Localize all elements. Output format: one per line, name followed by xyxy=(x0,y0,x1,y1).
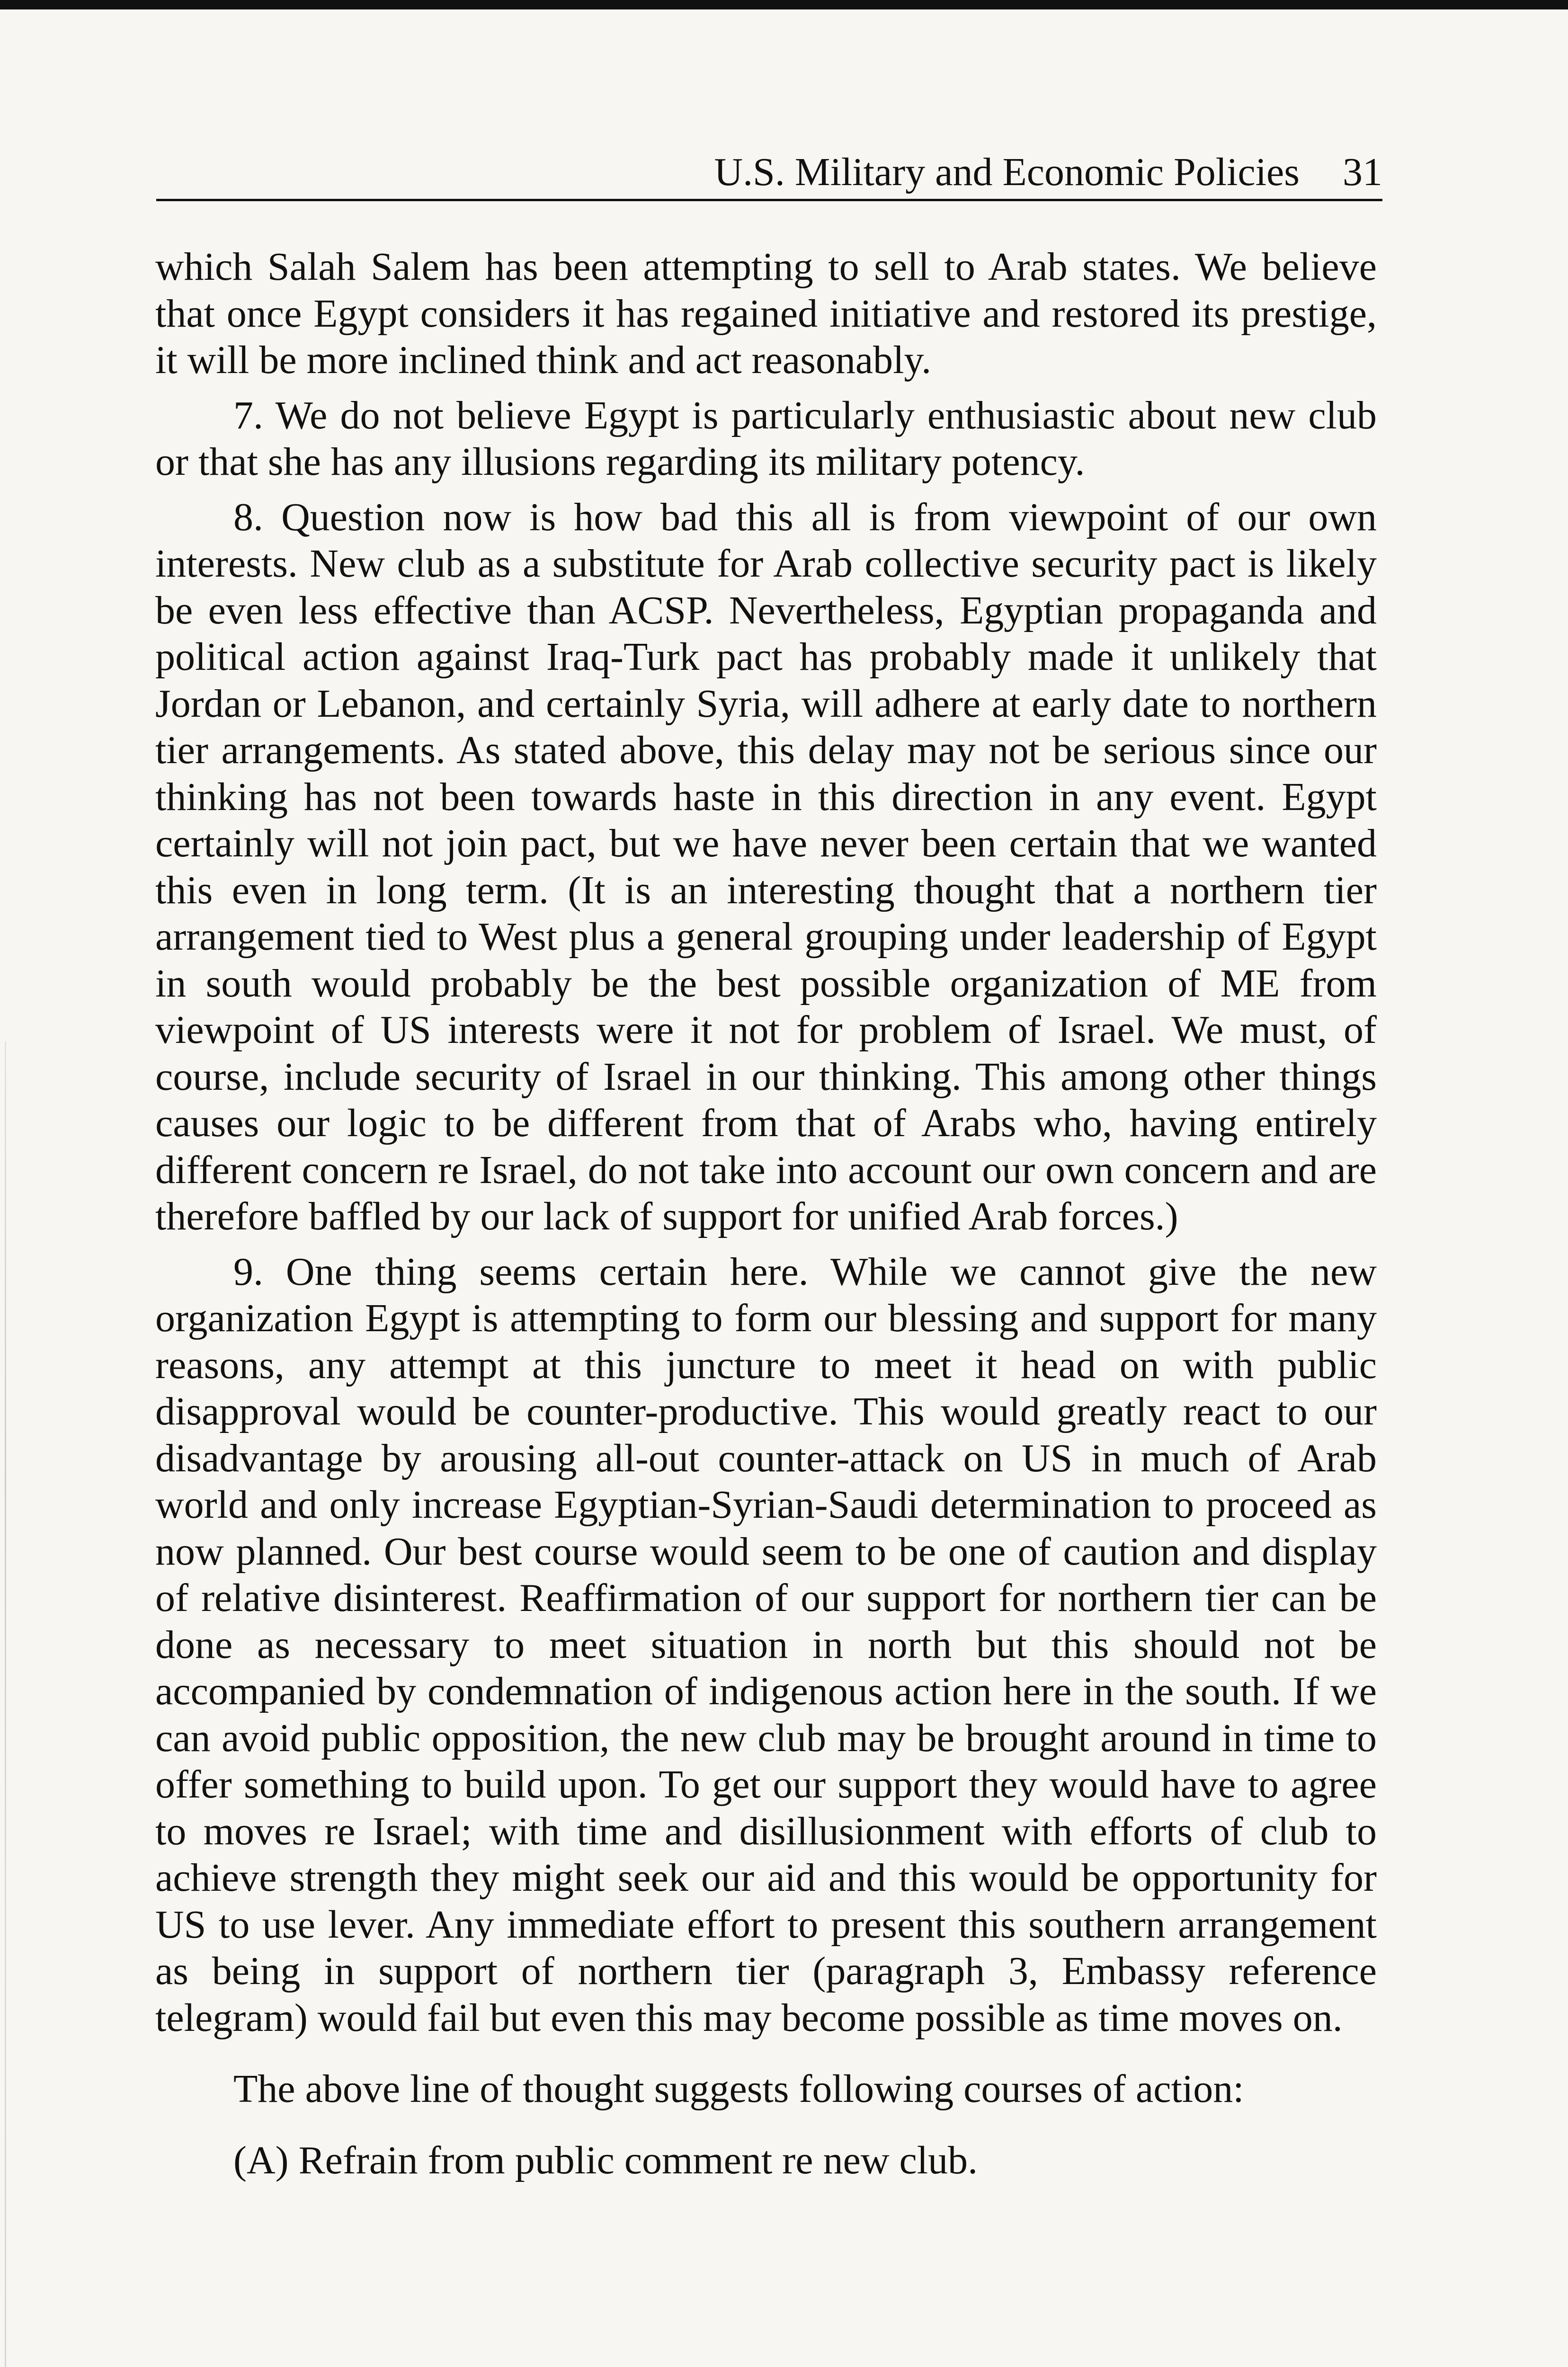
running-header-title: U.S. Military and Economic Policies xyxy=(714,150,1300,194)
courses-of-action-intro: The above line of thought suggests following courses of action: xyxy=(233,2067,1244,2111)
paragraph-9: 9. One thing seems certain here. While we cannot give the new organization Egypt is attempting to form our blessing and support for many reasons, any attempt at this juncture to meet it head on with public disapproval would be counter-productive. This would greatly react to our disadvantage by arousing all-out counter-attack on US in much of Arab world and only increase Egyptian-Syrian-Saudi determination to proceed as now planned. Our best course would seem to be one of caution and display of relative disinterest. Reaffirmation of our support for northern tier can be done as necessary to meet situation in north but this should not be accompanied by condemnation of indigenous action here in the south. If we can avoid public opposition, the new club may be brought around in time to offer something to build upon. To get our support they would have to agree to moves re Israel; with time and disillusionment with efforts of club to achieve strength they might seek our aid and this would be opportunity for US to use lever. Any immediate effort to present this southern arrangement as being in support of northern tier (paragraph 3, Embassy reference telegram) would fail but even this may become possible as time moves on. xyxy=(155,1249,1377,2040)
page-number: 31 xyxy=(1343,150,1382,194)
page-body xyxy=(155,244,1377,2184)
course-of-action-a: (A) Refrain from public comment re new club. xyxy=(233,2138,978,2182)
scan-top-border xyxy=(0,0,1568,9)
scan-left-edge-shadow xyxy=(5,1041,6,2367)
paragraph-7: 7. We do not believe Egypt is particularly enthusiastic about new club or that she has any illusions regarding its military potency. xyxy=(155,393,1377,484)
paragraph-8: 8. Question now is how bad this all is from viewpoint of our own interests. New club as a substitute for Arab collective security pact is likely be even less effective than ACSP. Nevertheless, Egyptian propaganda and political action against Iraq-Turk pact has probably made it unlikely that Jordan or Lebanon, and certainly Syria, will adhere at early date to northern tier arrangements. As stated above, this delay may not be serious since our thinking has not been towards haste in this direction in any event. Egypt certainly will not join pact, but we have never been certain that we wanted this even in long term. (It is an interesting thought that a northern tier arrangement tied to West plus a general grouping under leadership of Egypt in south would probably be the best possible organization of ME from viewpoint of US interests were it not for problem of Israel. We must, of course, include security of Israel in our thinking. This among other things causes our logic to be different from that of Arabs who, having entirely different concern re Israel, do not take into account our own concern and are therefore baffled by our lack of support for unified Arab forces.) xyxy=(155,495,1377,1238)
running-header xyxy=(156,142,1382,201)
paragraph-continuation: which Salah Salem has been attempting to sell to Arab states. We believe that once Egypt considers it has regained initiative and restored its prestige, it will be more inclined think and act reasonably. xyxy=(155,245,1377,382)
